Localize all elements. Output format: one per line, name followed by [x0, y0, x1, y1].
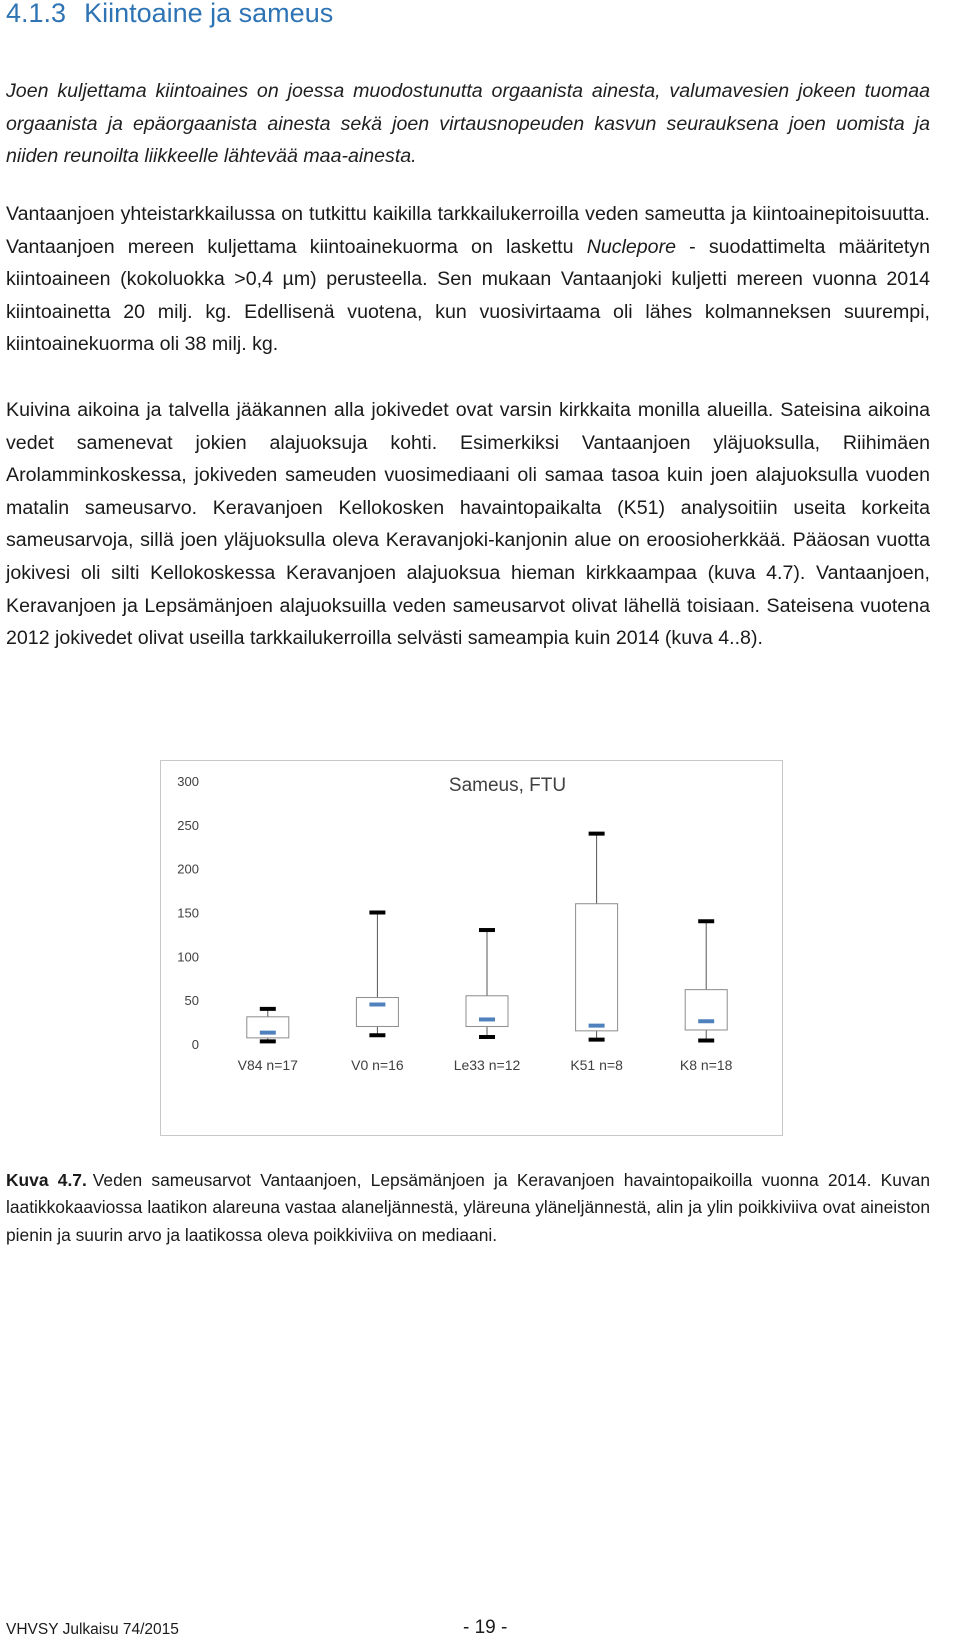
box-iqr	[247, 1017, 289, 1038]
intro-paragraph: Joen kuljettama kiintoaines on joessa muodostunutta orgaanista ainesta, valumavesien jokeen tuomaa orgaanista ja epäorgaanista ainesta sekä joen virtausnopeuden kasvun seurauksena joen uomista ja niiden reunoilta liikkeelle lähtevää maa-ainesta.	[6, 80, 930, 168]
box-iqr	[356, 998, 398, 1027]
chart-svg	[161, 761, 782, 1135]
paragraph-kiintoainekuorma	[6, 198, 930, 361]
chart-title: Sameus, FTU	[448, 774, 567, 796]
category-label: K8 n=18	[679, 1057, 733, 1073]
section-number: 4.1.3	[6, 0, 67, 28]
caption-label: Kuva 4.7.	[6, 1170, 87, 1190]
box-iqr	[685, 990, 727, 1030]
paragraph1-text-a: Vantaanjoen yhteistarkkailussa on tutkittu kaikilla tarkkailukerroilla veden sameutta ja kiintoainepitoisuutta. Vantaanjoen mereen kuljettama kiintoainekuorma on laskettu	[6, 203, 930, 258]
category-label: V84 n=17	[237, 1057, 298, 1073]
figure-caption	[6, 1167, 930, 1249]
y-tick-label: 200	[177, 861, 199, 877]
paragraph1-italic-term: Nuclepore	[586, 235, 676, 258]
section-heading	[6, 0, 333, 26]
category-label: K51 n=8	[570, 1057, 623, 1073]
caption-text: Veden sameusarvot Vantaanjoen, Lepsämänjoen ja Keravanjoen havaintopaikoilla vuonna 2014. Kuvan laatikkokaaviossa laatikon alareuna vastaa alaneljännestä, yläreuna yläneljännestä, alin ja ylin poikkiviiva ovat aineiston pienin ja suurin arvo ja laatikossa oleva poikkiviiva on mediaani.	[6, 1170, 930, 1245]
paragraph-sameus: Kuivina aikoina ja talvella jääkannen alla jokivedet ovat varsin kirkkaita monilla alueilla. Sateisina aikoina vedet samenevat jokien alajuoksuja kohti. Esimerkiksi Vantaanjoen yläjuoksulla, Riihimäen Arolamminkoskessa, jokiveden sameuden vuosimediaani oli samaa tasoa kuin joen alajuoksulla vuoden matalin sameusarvo. Keravanjoen Kellokosken havaintopaikalta (K51) analysoitiin useita korkeita sameusarvoja, sillä joen yläjuoksulla oleva Keravanjoki-kanjonin alue on eroosioherkkää. Pääosan vuotta jokivesi oli silti Kellokoskessa Keravanjoen alajuoksua hieman kirkkaampaa (kuva 4.7). Vantaanjoen, Keravanjoen ja Lepsämänjoen alajuoksuilla veden sameusarvot olivat lähellä toisiaan. Sateisena vuotena 2012 jokivedet olivat useilla tarkkailukerroilla selvästi sameampia kuin 2014 (kuva 4..8).	[6, 399, 930, 650]
y-tick-label: 300	[177, 774, 199, 789]
y-tick-label: 0	[191, 1037, 199, 1052]
footer-page-number: - 19 -	[463, 1617, 508, 1638]
y-tick-label: 250	[177, 817, 199, 833]
y-tick-label: 100	[177, 949, 199, 965]
y-tick-label: 150	[177, 905, 199, 921]
sameus-boxplot-chart	[160, 760, 783, 1136]
y-tick-label: 50	[184, 993, 199, 1009]
box-iqr	[576, 904, 618, 1031]
footer-publication: VHVSY Julkaisu 74/2015	[6, 1621, 179, 1638]
paragraph1-text-b: - suodattimelta määritetyn kiintoaineen (kokoluokka >0,4 µm) perusteella. Sen mukaan Vantaanjoki kuljetti mereen vuonna 2014 kiintoainetta 20 milj. kg. Edellisenä vuotena, kun vuosivirtaama oli lähes kolmanneksen suurempi, kiintoainekuorma oli 38 milj. kg.	[6, 235, 930, 356]
section-title: Kiintoaine ja sameus	[84, 0, 334, 28]
category-label: V0 n=16	[351, 1057, 404, 1073]
box-iqr	[466, 996, 508, 1027]
category-label: Le33 n=12	[453, 1057, 521, 1073]
